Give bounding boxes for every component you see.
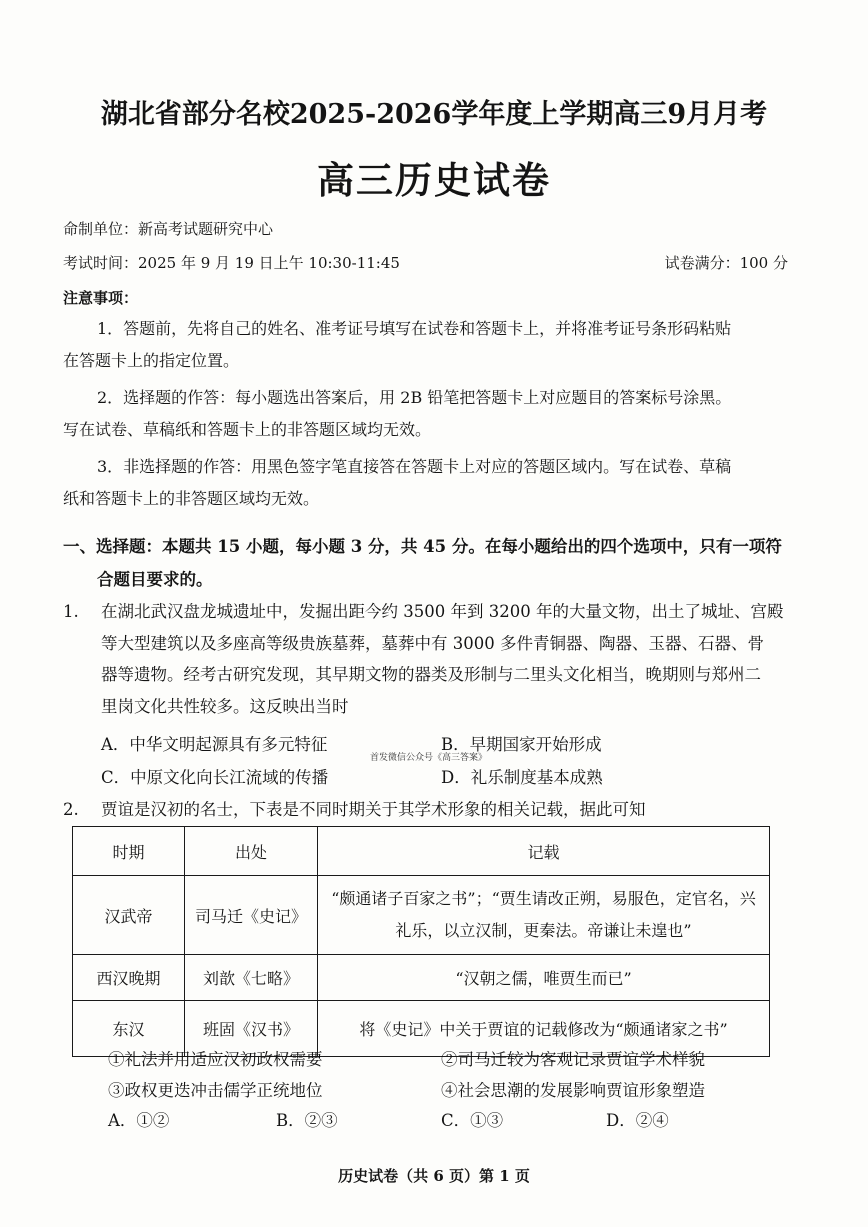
- table-header: 时期: [73, 827, 185, 876]
- note-1-line-1: 1．答题前，先将自己的姓名、准考证号填写在试卷和答题卡上，并将准考证号条形码粘贴: [97, 319, 732, 338]
- notes-heading: 注意事项：: [63, 289, 139, 307]
- question-1-number: 1.: [63, 602, 79, 621]
- question-1-line: 等大型建筑以及多座高等级贵族墓葬，墓葬中有 3000 多件青铜器、陶器、玉器、石器、骨: [101, 633, 764, 653]
- table-header: 记载: [318, 827, 770, 876]
- note-3-line-2: 纸和答题卡上的非答题区域均无效。: [63, 489, 320, 508]
- table-cell: 东汉: [73, 1001, 185, 1057]
- question-1-option-d: D．礼乐制度基本成熟: [441, 768, 603, 787]
- question-2-number: 2.: [63, 800, 79, 819]
- question-2-option-c: C．①③: [441, 1111, 504, 1130]
- section-line-1: 一、选择题：本题共 15 小题，每小题 3 分，共 45 分。在每小题给出的四个选项中，只有一项符: [63, 537, 782, 556]
- table-row: [73, 876, 770, 955]
- question-2-stem: 贾谊是汉初的名士，下表是不同时期关于其学术形象的相关记载，据此可知: [101, 800, 646, 819]
- table-header: 出处: [185, 827, 318, 876]
- table-cell: 汉武帝: [73, 876, 185, 955]
- table-cell: 西汉晚期: [73, 955, 185, 1001]
- question-2-option-a: A．①②: [108, 1111, 170, 1130]
- issuing-unit: 命制单位：新高考试题研究中心: [63, 220, 274, 238]
- question-1-option-a: A．中华文明起源具有多元特征: [101, 735, 328, 754]
- table-cell: “颇通诸子百家之书”；“贾生请改正朔，易服色，定官名，兴礼乐，以立汉制，更秦法。帝谦让未遑也”: [318, 876, 770, 955]
- table-cell: 班固《汉书》: [185, 1001, 318, 1057]
- exam-time: 考试时间：2025 年 9 月 19 日上午 10:30-11:45: [63, 254, 400, 272]
- note-2-line-1: 2．选择题的作答：每小题选出答案后，用 2B 铅笔把答题卡上对应题目的答案标号涂黑。: [97, 388, 732, 407]
- note-3-line-1: 3．非选择题的作答：用黑色签字笔直接答在答题卡上对应的答题区域内。写在试卷、草稿: [97, 457, 732, 476]
- statement-3: ③政权更迭冲击儒学正统地位: [108, 1081, 323, 1100]
- question-1-option-c: C．中原文化向长江流域的传播: [101, 768, 329, 787]
- question-1-line: 在湖北武汉盘龙城遗址中，发掘出距今约 3500 年到 3200 年的大量文物，出土了城址、宫殿: [101, 602, 784, 621]
- note-1-line-2: 在答题卡上的指定位置。: [63, 351, 240, 370]
- question-2-option-b: B．②③: [276, 1111, 338, 1130]
- statement-4: ④社会思潮的发展影响贾谊形象塑造: [441, 1081, 705, 1100]
- exam-title: 湖北省部分名校2025-2026学年度上学期高三9月月考: [100, 99, 768, 130]
- question-1-option-b: B．早期国家开始形成: [441, 735, 602, 754]
- table-cell: 刘歆《七略》: [185, 955, 318, 1001]
- page-footer: 历史试卷（共 6 页）第 1 页: [338, 1167, 530, 1185]
- table-header-row: [73, 827, 770, 876]
- statement-2: ②司马迁较为客观记录贾谊学术样貌: [441, 1050, 705, 1069]
- question-1-line: 器等遗物。经考古研究发现，其早期文物的器类及形制与二里头文化相当，晚期则与郑州二: [101, 665, 761, 684]
- full-score: 试卷满分：100 分: [664, 254, 788, 272]
- question-1-line: 里岗文化共性较多。这反映出当时: [101, 696, 349, 716]
- question-1: [63, 596, 789, 722]
- exam-subtitle: 高三历史试卷: [317, 159, 551, 202]
- question-2: [63, 794, 789, 826]
- table-cell: 将《史记》中关于贾谊的记载修改为“颇通诸家之书”: [318, 1001, 770, 1057]
- notes-block: [63, 313, 789, 515]
- question-2-option-d: D．②④: [606, 1111, 669, 1130]
- note-2-line-2: 写在试卷、草稿纸和答题卡上的非答题区域均无效。: [63, 420, 432, 439]
- records-table: [72, 826, 770, 1057]
- watermark: 首发微信公众号《高三答案》: [370, 753, 488, 763]
- table-row: [73, 955, 770, 1001]
- section-line-2: 合题目要求的。: [97, 570, 213, 589]
- section-heading: [63, 530, 789, 596]
- table-cell: 司马迁《史记》: [185, 876, 318, 955]
- statement-1: ①礼法并用适应汉初政权需要: [108, 1050, 323, 1069]
- table-cell: “汉朝之儒，唯贾生而已”: [318, 955, 770, 1001]
